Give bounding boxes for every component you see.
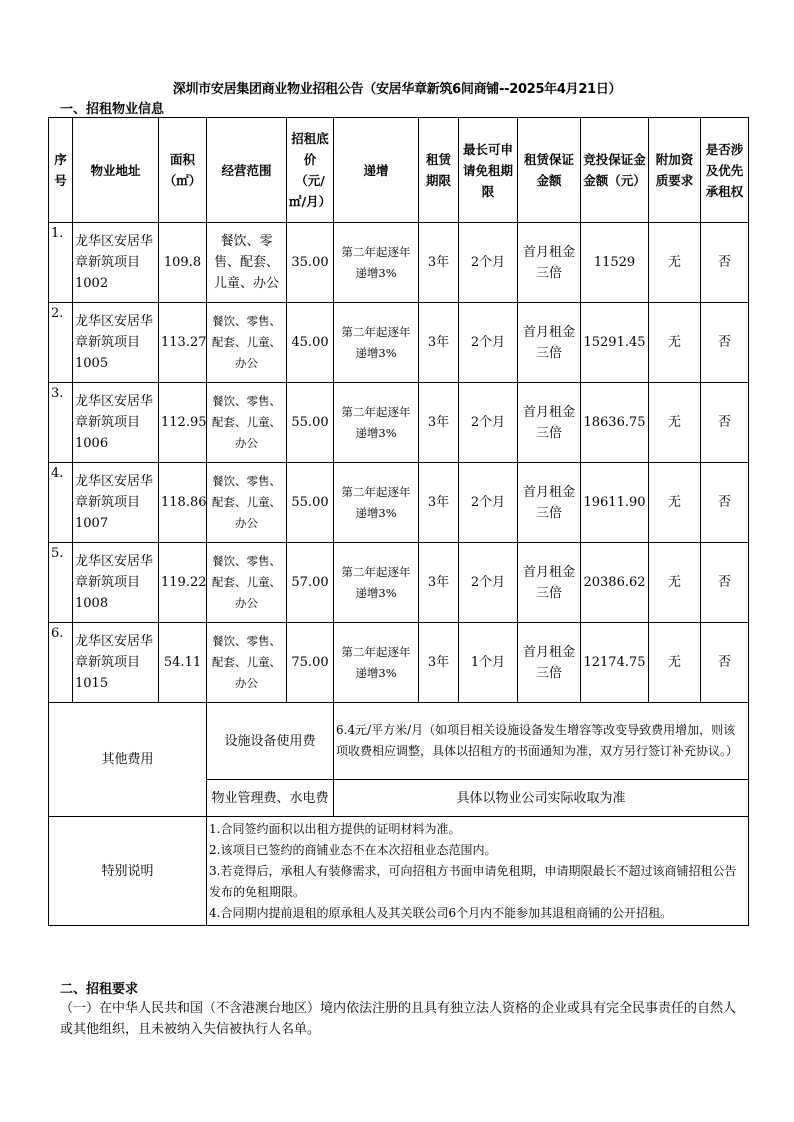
special-note-item: 1.合同签约面积以出租方提供的证明材料为准。 (209, 821, 461, 836)
cell-qualification: 无 (649, 463, 701, 543)
cell-no: 2. (49, 303, 73, 383)
facility-fee-text: 6.4元/平方米/月（如项目相关设施设备发生增容等改变导致费用增加，则该项收费相应调整，具体以招租方的书面通知为准，双方另行签订补充协议。） (334, 703, 749, 780)
cell-no: 5. (49, 543, 73, 623)
other-fees-row (49, 703, 749, 780)
header-deposit: 租赁保证金额 (518, 118, 581, 223)
cell-scope: 餐饮、零售、配套、儿童、办公 (207, 623, 287, 703)
cell-term: 3年 (419, 223, 459, 303)
cell-increase: 第二年起逐年递增3% (334, 463, 419, 543)
header-qualification: 附加资质要求 (649, 118, 701, 223)
management-fee-text: 具体以物业公司实际收取为准 (334, 780, 749, 817)
cell-address: 龙华区安居华章新筑项目1015 (73, 623, 159, 703)
cell-no: 3. (49, 383, 73, 463)
table-header-row (49, 118, 749, 223)
cell-increase: 第二年起逐年递增3% (334, 383, 419, 463)
cell-scope: 餐饮、零售、配套、儿童、办公 (207, 303, 287, 383)
header-priority: 是否涉及优先承租权 (701, 118, 749, 223)
cell-price: 45.00 (287, 303, 334, 383)
special-note-item: 2.该项目已签约的商铺业态不在本次招租业态范围内。 (209, 842, 497, 857)
cell-qualification: 无 (649, 383, 701, 463)
cell-free-period: 2个月 (459, 223, 518, 303)
cell-free-period: 2个月 (459, 463, 518, 543)
cell-term: 3年 (419, 543, 459, 623)
cell-deposit: 首月租金三倍 (518, 543, 581, 623)
header-no: 序号 (49, 118, 73, 223)
table-row (49, 623, 749, 703)
cell-bid-deposit: 15291.45 (581, 303, 649, 383)
cell-area: 113.27 (159, 303, 207, 383)
cell-increase: 第二年起逐年递增3% (334, 623, 419, 703)
cell-deposit: 首月租金三倍 (518, 463, 581, 543)
cell-increase: 第二年起逐年递增3% (334, 303, 419, 383)
header-increase: 递增 (334, 118, 419, 223)
cell-price: 75.00 (287, 623, 334, 703)
header-bid-deposit: 竞投保证金金额（元） (581, 118, 649, 223)
table-row (49, 223, 749, 303)
cell-area: 54.11 (159, 623, 207, 703)
cell-priority: 否 (701, 463, 749, 543)
cell-price: 55.00 (287, 463, 334, 543)
cell-deposit: 首月租金三倍 (518, 623, 581, 703)
other-fees-label: 其他费用 (49, 703, 207, 817)
cell-address: 龙华区安居华章新筑项目1006 (73, 383, 159, 463)
cell-area: 109.8 (159, 223, 207, 303)
header-address: 物业地址 (73, 118, 159, 223)
cell-address: 龙华区安居华章新筑项目1007 (73, 463, 159, 543)
cell-scope: 餐饮、零售、配套、儿童、办公 (207, 383, 287, 463)
cell-priority: 否 (701, 303, 749, 383)
section-heading-requirements: 二、招租要求 (60, 982, 139, 997)
cell-price: 57.00 (287, 543, 334, 623)
cell-area: 118.86 (159, 463, 207, 543)
cell-no: 6. (49, 623, 73, 703)
table-row (49, 543, 749, 623)
cell-free-period: 2个月 (459, 543, 518, 623)
special-note-item: 4.合同期内提前退租的原承租人及其关联公司6个月内不能参加其退租商铺的公开招租。 (209, 905, 673, 920)
cell-free-period: 2个月 (459, 383, 518, 463)
cell-free-period: 2个月 (459, 303, 518, 383)
cell-no: 1. (49, 223, 73, 303)
cell-bid-deposit: 20386.62 (581, 543, 649, 623)
cell-deposit: 首月租金三倍 (518, 383, 581, 463)
management-fee-label: 物业管理费、水电费 (207, 780, 334, 817)
cell-scope: 餐饮、零售、配套、儿童、办公 (207, 223, 287, 303)
cell-address: 龙华区安居华章新筑项目1002 (73, 223, 159, 303)
cell-area: 112.95 (159, 383, 207, 463)
cell-priority: 否 (701, 543, 749, 623)
property-table (48, 117, 749, 926)
cell-term: 3年 (419, 303, 459, 383)
cell-qualification: 无 (649, 543, 701, 623)
cell-term: 3年 (419, 463, 459, 543)
special-notes-label: 特别说明 (49, 817, 207, 926)
special-notes-row (49, 817, 749, 926)
cell-address: 龙华区安居华章新筑项目1005 (73, 303, 159, 383)
header-price: 招租底价（元/㎡/月） (287, 118, 334, 223)
header-scope: 经营范围 (207, 118, 287, 223)
header-free-period: 最长可申请免租期限 (459, 118, 518, 223)
page-title: 深圳市安居集团商业物业招租公告（安居华章新筑6间商铺--2025年4月21日） (172, 82, 622, 97)
cell-price: 55.00 (287, 383, 334, 463)
cell-increase: 第二年起逐年递增3% (334, 543, 419, 623)
header-area: 面积（㎡） (159, 118, 207, 223)
cell-priority: 否 (701, 623, 749, 703)
facility-fee-label: 设施设备使用费 (207, 703, 334, 780)
table-row (49, 463, 749, 543)
cell-priority: 否 (701, 223, 749, 303)
cell-bid-deposit: 19611.90 (581, 463, 649, 543)
cell-no: 4. (49, 463, 73, 543)
cell-increase: 第二年起逐年递增3% (334, 223, 419, 303)
section-heading-property-info: 一、招租物业信息 (60, 102, 165, 117)
cell-scope: 餐饮、零售、配套、儿童、办公 (207, 463, 287, 543)
header-term: 租赁期限 (419, 118, 459, 223)
special-note-item: 3.若竞得后，承租人有装修需求，可向招租方书面申请免租期，申请期限最长不超过该商铺招租公告发布的免租期限。 (209, 863, 737, 899)
cell-scope: 餐饮、零售、配套、儿童、办公 (207, 543, 287, 623)
cell-priority: 否 (701, 383, 749, 463)
special-notes-list (207, 817, 749, 926)
cell-term: 3年 (419, 623, 459, 703)
cell-qualification: 无 (649, 223, 701, 303)
cell-bid-deposit: 12174.75 (581, 623, 649, 703)
table-row (49, 303, 749, 383)
cell-bid-deposit: 11529 (581, 223, 649, 303)
cell-deposit: 首月租金三倍 (518, 223, 581, 303)
cell-address: 龙华区安居华章新筑项目1008 (73, 543, 159, 623)
cell-qualification: 无 (649, 303, 701, 383)
cell-qualification: 无 (649, 623, 701, 703)
cell-term: 3年 (419, 383, 459, 463)
cell-bid-deposit: 18636.75 (581, 383, 649, 463)
cell-deposit: 首月租金三倍 (518, 303, 581, 383)
requirement-paragraph: （一）在中华人民共和国（不含港澳台地区）境内依法注册的且具有独立法人资格的企业或具有完全民事责任的自然人或其他组织，且未被纳入失信被执行人名单。 (60, 1001, 737, 1037)
cell-free-period: 1个月 (459, 623, 518, 703)
cell-price: 35.00 (287, 223, 334, 303)
table-row (49, 383, 749, 463)
cell-area: 119.22 (159, 543, 207, 623)
